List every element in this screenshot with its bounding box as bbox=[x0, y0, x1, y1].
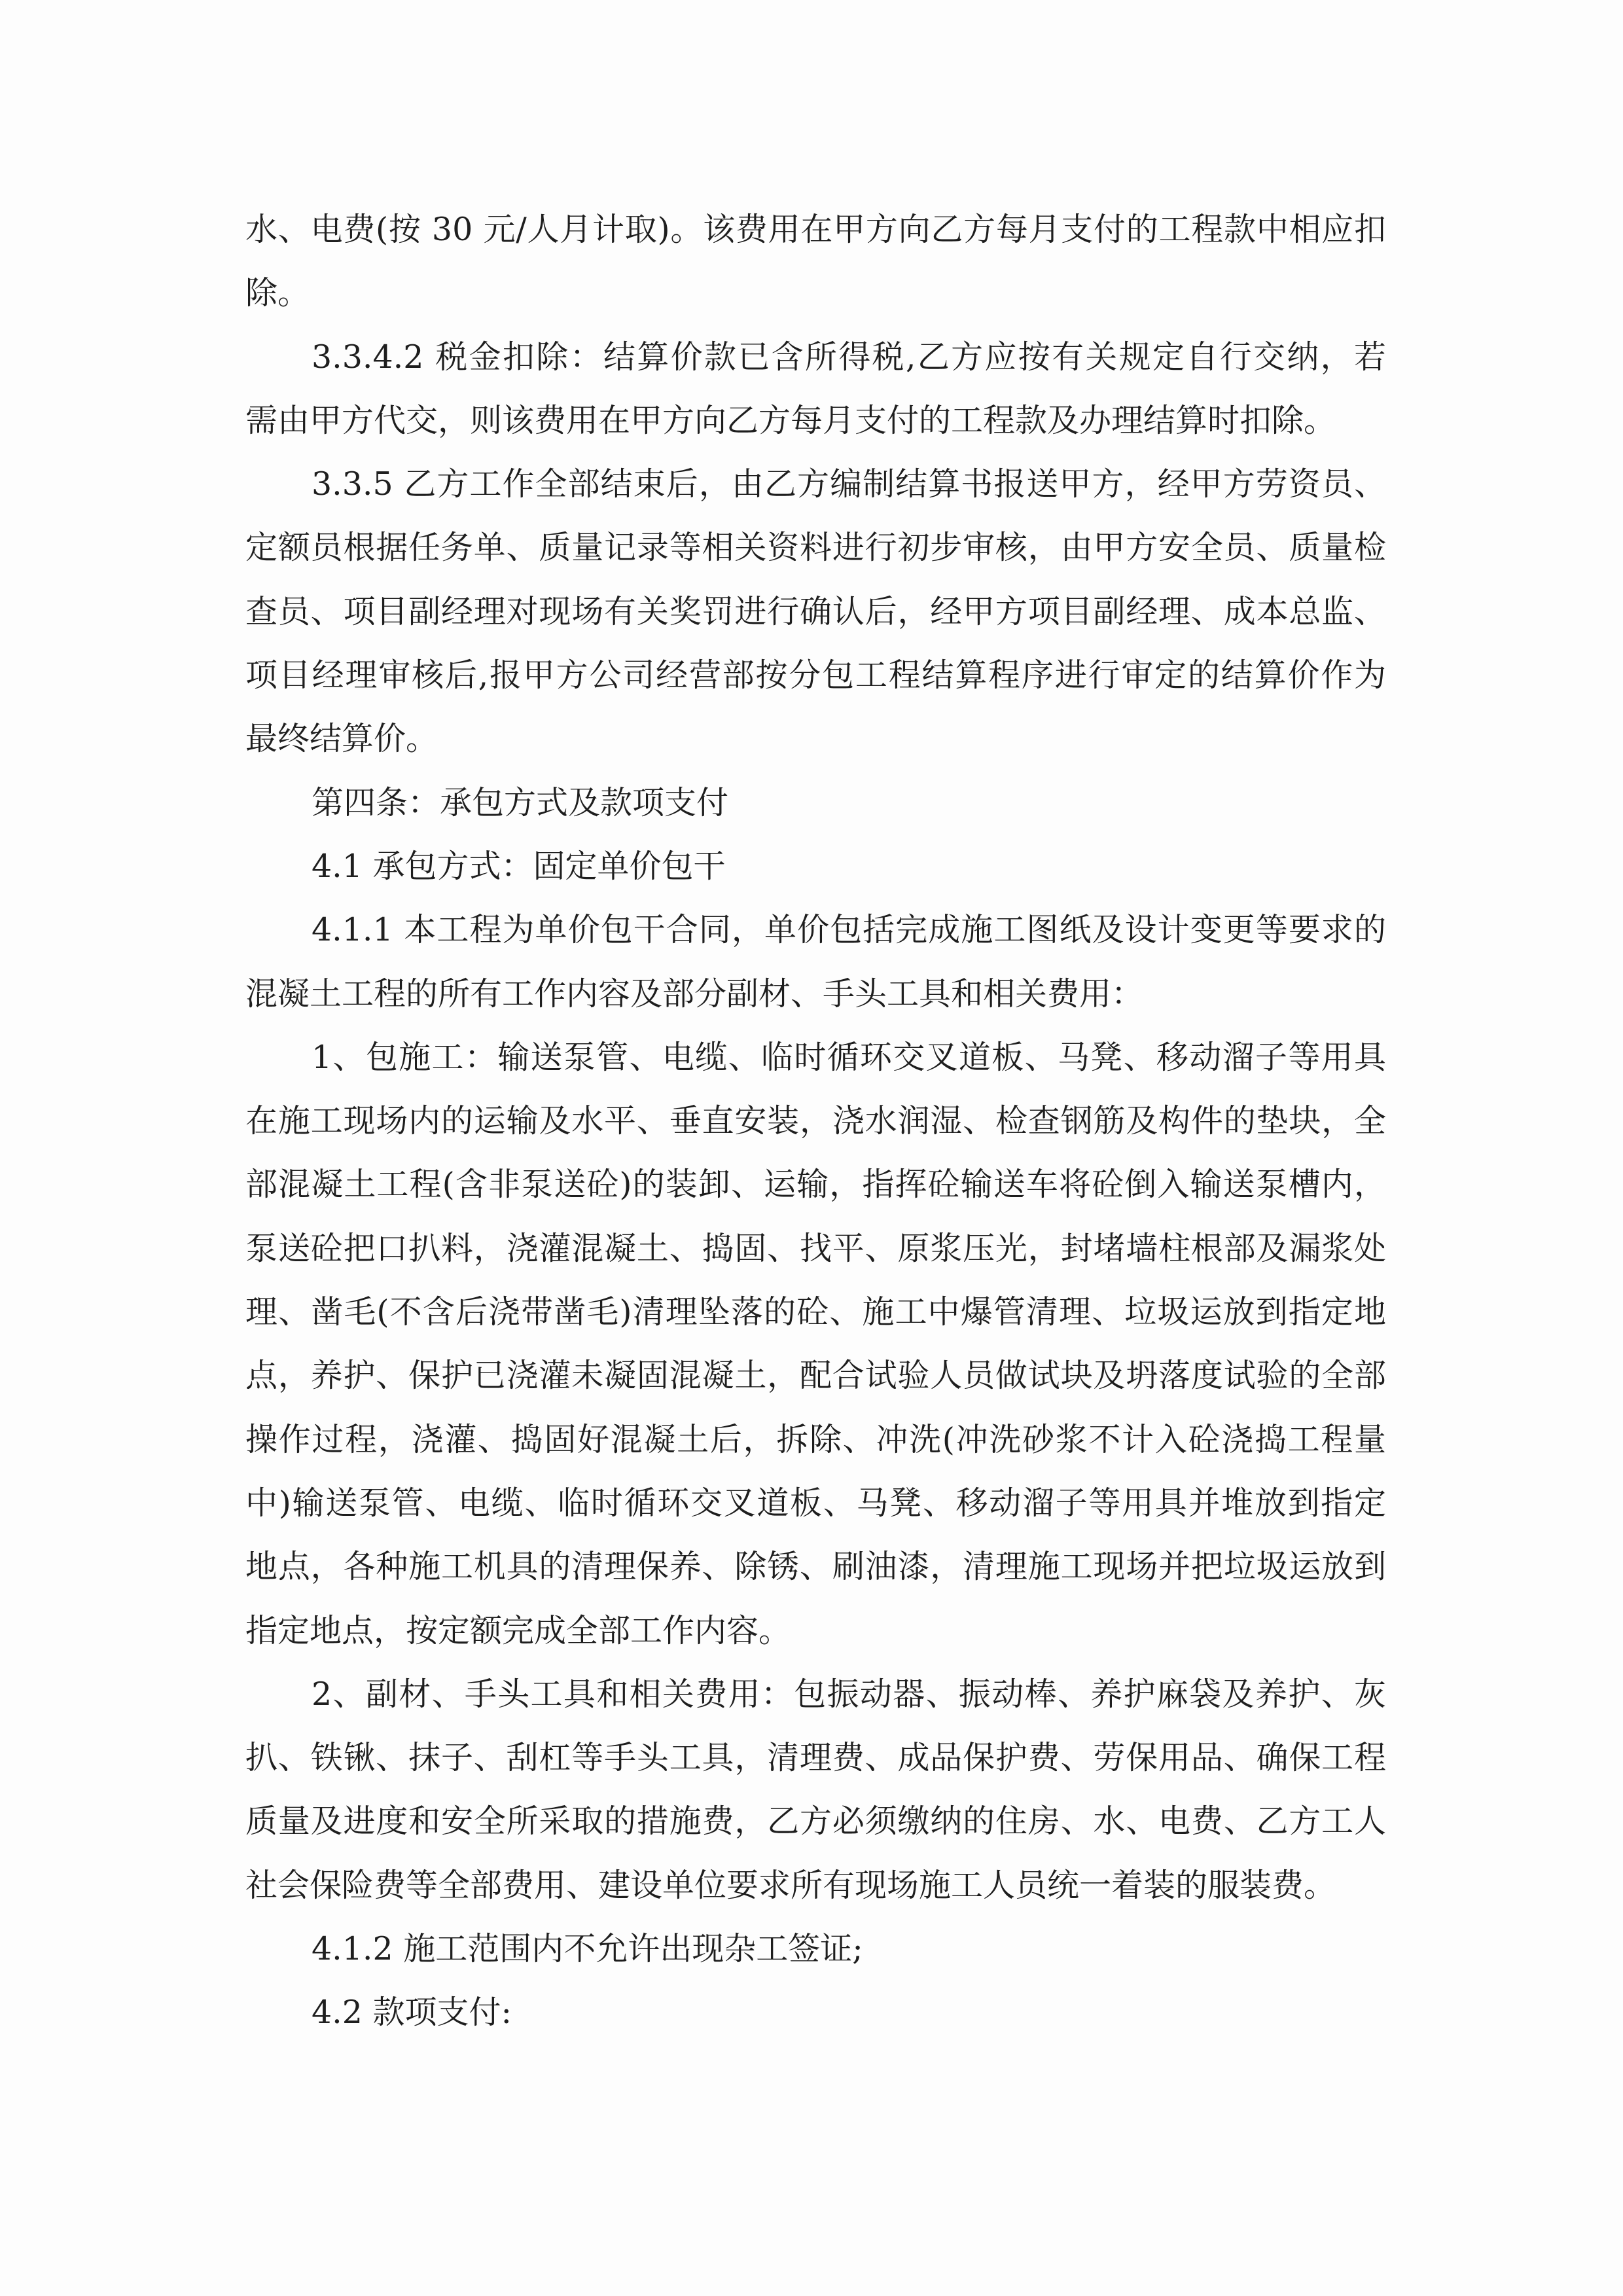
text-line: 点，养护、保护已浇灌未凝固混凝土，配合试验人员做试块及坍落度试验的全部 bbox=[245, 1357, 1386, 1395]
text-line: 4.1.1 本工程为单价包干合同，单价包括完成施工图纸及设计变更等要求的 bbox=[312, 911, 1386, 949]
text-line: 3.3.4.2 税金扣除：结算价款已含所得税,乙方应按有关规定自行交纳，若 bbox=[312, 338, 1386, 376]
text-line: 查员、项目副经理对现场有关奖罚进行确认后，经甲方项目副经理、成本总监、 bbox=[245, 592, 1386, 630]
text-line: 4.2 款项支付: bbox=[312, 1994, 512, 2032]
text-line: 项目经理审核后,报甲方公司经营部按分包工程结算程序进行审定的结算价作为 bbox=[245, 656, 1386, 694]
text-line: 水、电费(按 30 元/人月计取)。该费用在甲方向乙方每月支付的工程款中相应扣 bbox=[245, 211, 1386, 248]
clause-4-1-1 bbox=[245, 898, 1386, 1026]
text-line: 混凝土工程的所有工作内容及部分副材、手头工具和相关费用： bbox=[245, 975, 1144, 1013]
text-line: 4.1 承包方式：固定单价包干 bbox=[312, 847, 726, 885]
document-body bbox=[245, 198, 1386, 2045]
text-line: 3.3.5 乙方工作全部结束后，由乙方编制结算书报送甲方，经甲方劳资员、 bbox=[312, 465, 1386, 503]
text-line: 泵送砼把口扒料，浇灌混凝土、捣固、找平、原浆压光，封堵墙柱根部及漏浆处 bbox=[245, 1229, 1386, 1267]
text-line: 在施工现场内的运输及水平、垂直安装，浇水润湿、检查钢筋及构件的垫块，全 bbox=[245, 1102, 1386, 1140]
text-line: 1、包施工：输送泵管、电缆、临时循环交叉道板、马凳、移动溜子等用具 bbox=[312, 1038, 1386, 1076]
item-1-construction-scope bbox=[245, 1026, 1386, 1662]
clause-4-2 bbox=[245, 1981, 1386, 2044]
text-line: 4.1.2 施工范围内不允许出现杂工签证; bbox=[312, 1930, 863, 1968]
text-line: 中)输送泵管、电缆、临时循环交叉道板、马凳、移动溜子等用具并堆放到指定 bbox=[245, 1484, 1386, 1522]
clause-3-3-5 bbox=[245, 452, 1386, 770]
text-line: 2、副材、手头工具和相关费用：包振动器、振动棒、养护麻袋及养护、灰 bbox=[312, 1675, 1386, 1713]
text-line: 质量及进度和安全所采取的措施费，乙方必须缴纳的住房、水、电费、乙方工人 bbox=[245, 1803, 1386, 1840]
text-line: 除。 bbox=[245, 274, 310, 312]
text-line: 最终结算价。 bbox=[245, 720, 438, 758]
text-line: 操作过程，浇灌、捣固好混凝土后，拆除、冲洗(冲洗砂浆不计入砼浇捣工程量 bbox=[245, 1420, 1386, 1458]
clause-4-1-2 bbox=[245, 1917, 1386, 1981]
clause-4-1 bbox=[245, 834, 1386, 898]
text-line: 定额员根据任务单、质量记录等相关资料进行初步审核，由甲方安全员、质量检 bbox=[245, 529, 1386, 567]
text-line: 地点，各种施工机具的清理保养、除锈、刷油漆，清理施工现场并把垃圾运放到 bbox=[245, 1548, 1386, 1586]
text-line: 理、凿毛(不含后浇带凿毛)清理坠落的砼、施工中爆管清理、垃圾运放到指定地 bbox=[245, 1293, 1386, 1331]
text-line: 部混凝土工程(含非泵送砼)的装卸、运输，指挥砼输送车将砼倒入输送泵槽内， bbox=[245, 1166, 1386, 1204]
text-line: 需由甲方代交，则该费用在甲方向乙方每月支付的工程款及办理结算时扣除。 bbox=[245, 401, 1336, 439]
paragraph-continuation bbox=[245, 198, 1386, 325]
article-4-heading bbox=[245, 771, 1386, 834]
text-line: 指定地点，按定额完成全部工作内容。 bbox=[245, 1611, 791, 1649]
text-line: 社会保险费等全部费用、建设单位要求所有现场施工人员统一着装的服装费。 bbox=[245, 1866, 1336, 1904]
item-2-materials-tools-fees bbox=[245, 1662, 1386, 1917]
text-line: 扒、铁锹、抹子、刮杠等手头工具，清理费、成品保护费、劳保用品、确保工程 bbox=[245, 1739, 1386, 1777]
text-line: 第四条：承包方式及款项支付 bbox=[312, 783, 729, 821]
clause-3-3-4-2 bbox=[245, 325, 1386, 453]
